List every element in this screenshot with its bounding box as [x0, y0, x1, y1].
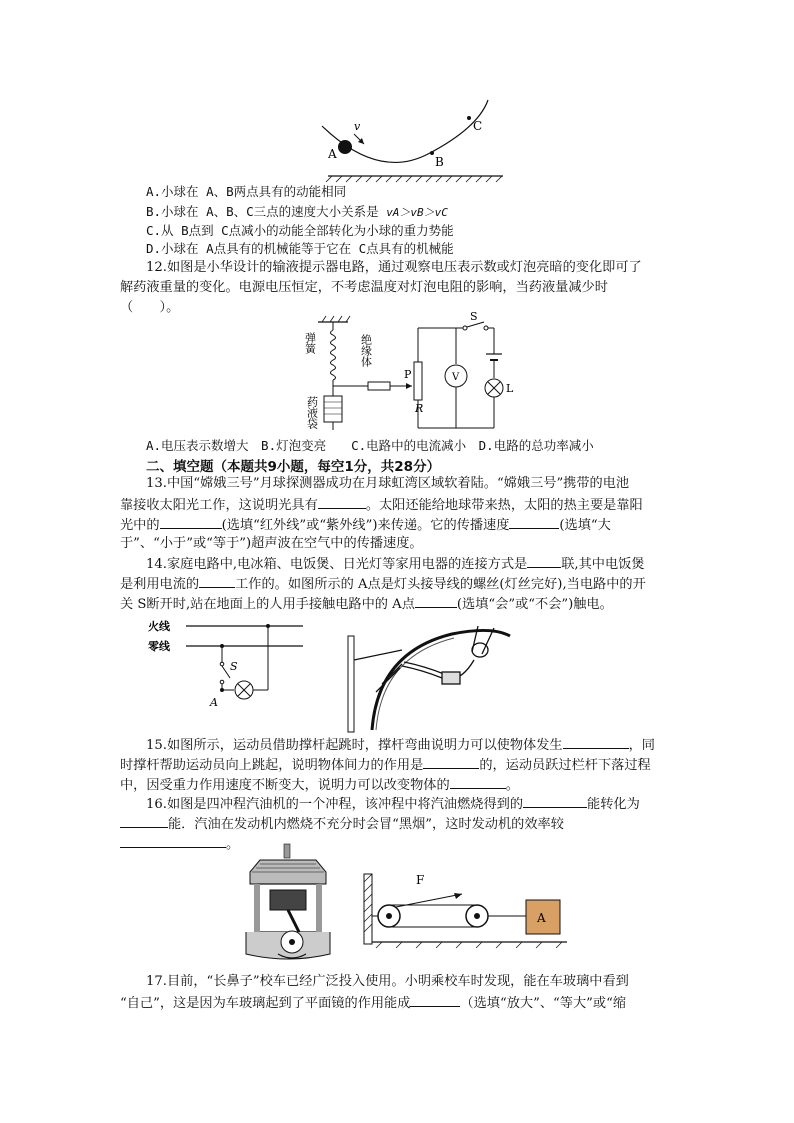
label-v: V: [452, 372, 460, 383]
q13-text: (选填“红外线”或“紫外线”)来传递。它的传播速度: [221, 518, 510, 533]
label-insulator: 绝缘体: [359, 334, 373, 367]
label-r: R: [415, 402, 424, 415]
medicine-bag: [324, 396, 342, 422]
q13-blank-3[interactable]: [509, 514, 559, 529]
q13-line-2: [120, 494, 680, 516]
figure-household-circuit: [148, 620, 318, 725]
q11-option-b-text: B.小球在 A、B、C三点的速度大小关系是: [146, 204, 387, 219]
q12-options: A.电压表示数增大 B.灯泡变亮 C.电路中的电流减小 D.电路的总功率减小: [146, 438, 594, 453]
q16-text: 16.如图是四冲程汽油机的一个冲程，该冲程中将汽油燃烧得到的: [146, 797, 524, 812]
q16-line-2: [120, 813, 680, 835]
label-b: B: [435, 155, 444, 169]
figure-infusion-circuit: [303, 310, 528, 437]
athlete: [376, 626, 494, 692]
q16-line-1: [146, 793, 686, 815]
q15-text: 15.如图所示，运动员借助撑杆起跳时，撑杆弯曲说明力可以使物体发生: [146, 738, 563, 753]
q15-line-1: [146, 734, 686, 756]
q12-line-1: 12.如图是小华设计的输液提示器电路，通过观察电压表示数或灯泡亮暗的变化即可了: [146, 260, 642, 275]
q14-blank-2[interactable]: [199, 573, 235, 588]
label-live: 火线: [148, 620, 170, 633]
point-c: [467, 116, 471, 120]
q11-option-d: D.小球在 A点具有的机械能等于它在 C点具有的机械能: [146, 241, 454, 256]
figure-engine-stroke: [240, 842, 340, 962]
label-a: A: [210, 696, 218, 709]
label-s: S: [470, 310, 478, 323]
q17-line-1: 17.目前，“长鼻子”校车已经广泛投入使用。小明乘校车时发现，能在车玻璃中看到: [146, 974, 629, 989]
q13-line-3: [120, 514, 680, 536]
q14-text: 是利用电流的: [120, 577, 200, 592]
q14-text: 14.家庭电路中,电冰箱、电饭煲、日光灯等家用电器的连接方式是: [146, 557, 528, 572]
q16-text: 能转化为: [587, 797, 640, 812]
q13-blank-1[interactable]: [318, 494, 366, 509]
q16-text: 能．汽油在发动机内燃烧不充分时会冒“黑烟”，这时发动机的效率较: [168, 817, 564, 832]
q16-blank-1[interactable]: [523, 793, 587, 808]
q15-text: 时撑杆帮助运动员向上跳起，说明物体间力的作用是: [120, 758, 424, 773]
q11-option-b-formula: vA＞vB＞vC: [386, 206, 448, 219]
q14-blank-1[interactable]: [527, 553, 561, 568]
q13-text: 。太阳还能给地球带来热，太阳的热主要是靠阳: [365, 498, 643, 513]
q11-option-a: A.小球在 A、B两点具有的动能相同: [146, 184, 347, 199]
wall: [364, 874, 372, 944]
q16-line-3: [120, 833, 680, 855]
point-b: [430, 151, 434, 155]
label-spring: 弹簧: [303, 332, 317, 354]
label-p: P: [404, 368, 412, 381]
switch-s: [222, 666, 230, 678]
insulator-rect: [368, 382, 390, 390]
q14-text: (选填“会”或“不会”)触电。: [456, 597, 613, 612]
q13-text: 靠接收太阳光工作，这说明光具有: [120, 498, 318, 513]
q11-option-b: [146, 203, 448, 222]
q11-option-c: C.从 B点到 C点减小的动能全部转化为小球的重力势能: [146, 223, 454, 238]
upright-post: [348, 636, 354, 732]
q13-line-1: 13.中国“嫦娥三号”月球探测器成功在月球虹湾区域软着陆。“嫦娥三号”携带的电池: [146, 476, 630, 491]
q16-text: 。: [226, 837, 240, 852]
piston: [270, 890, 306, 910]
label-l: L: [506, 382, 514, 395]
q15-text: 中，因受重力作用速度不断变大，说明力可以改变物体的: [120, 778, 450, 793]
q16-blank-2[interactable]: [120, 813, 168, 828]
crossbar: [354, 650, 402, 660]
section-2-heading: 二、填空题（本题共9小题，每空1分，共28分）: [146, 459, 441, 475]
label-bag: 药液袋: [305, 396, 319, 429]
q15-blank-1[interactable]: [563, 734, 629, 749]
q17-text: “自己”，这是因为车玻璃起到了平面镜的作用能成: [120, 996, 411, 1011]
label-neutral: 零线: [148, 640, 170, 653]
label-f: F: [416, 873, 425, 887]
label-s: S: [230, 660, 238, 673]
q14-blank-3[interactable]: [415, 593, 457, 608]
figure-pole-vault: [342, 612, 532, 732]
q17-text: （选填“放大”、“等大”或“缩: [460, 996, 627, 1011]
figure-ball-track: [318, 96, 508, 186]
q15-blank-3[interactable]: [450, 774, 506, 789]
q14-line-1: [146, 553, 686, 575]
label-a: A: [328, 147, 337, 161]
q14-line-2: [120, 573, 680, 595]
q15-text: 。: [505, 778, 519, 793]
q17-blank-1[interactable]: [410, 992, 460, 1007]
figure-pulley: [362, 870, 572, 950]
q15-text: 的，运动员跃过栏杆下落过程: [479, 758, 651, 773]
label-v: v: [354, 120, 361, 133]
q15-line-2: [120, 754, 680, 776]
q15-text: ，同: [628, 738, 655, 753]
spring: [331, 330, 336, 380]
label-block: A: [537, 911, 546, 925]
q14-text: 关 S断开时,站在地面上的人用手接触电路中的 A点: [120, 597, 415, 612]
q13-text: (选填“大: [559, 518, 611, 533]
pole: [372, 630, 510, 730]
q13-blank-2[interactable]: [160, 514, 222, 529]
q16-blank-3[interactable]: [120, 833, 226, 848]
q14-text: 工作的。如图所示的 A点是灯头接导线的螺丝(灯丝完好),当电路中的开: [235, 577, 646, 592]
q15-blank-2[interactable]: [423, 754, 479, 769]
rheostat-r: [414, 362, 422, 400]
q13-text: 光中的: [120, 518, 160, 533]
q12-line-3: （ ）。: [120, 300, 180, 315]
q14-text: 联,其中电饭煲: [561, 557, 645, 572]
q12-line-2: 解药液重量的变化。电源电压恒定，不考虑温度对灯泡电阻的影响，当药液量减少时: [120, 280, 608, 295]
q17-line-2: [120, 992, 680, 1014]
q13-line-4: 于”、“小于”或“等于”)超声波在空气中的传播速度。: [120, 536, 423, 551]
label-c: C: [473, 119, 483, 133]
ball: [338, 140, 352, 154]
